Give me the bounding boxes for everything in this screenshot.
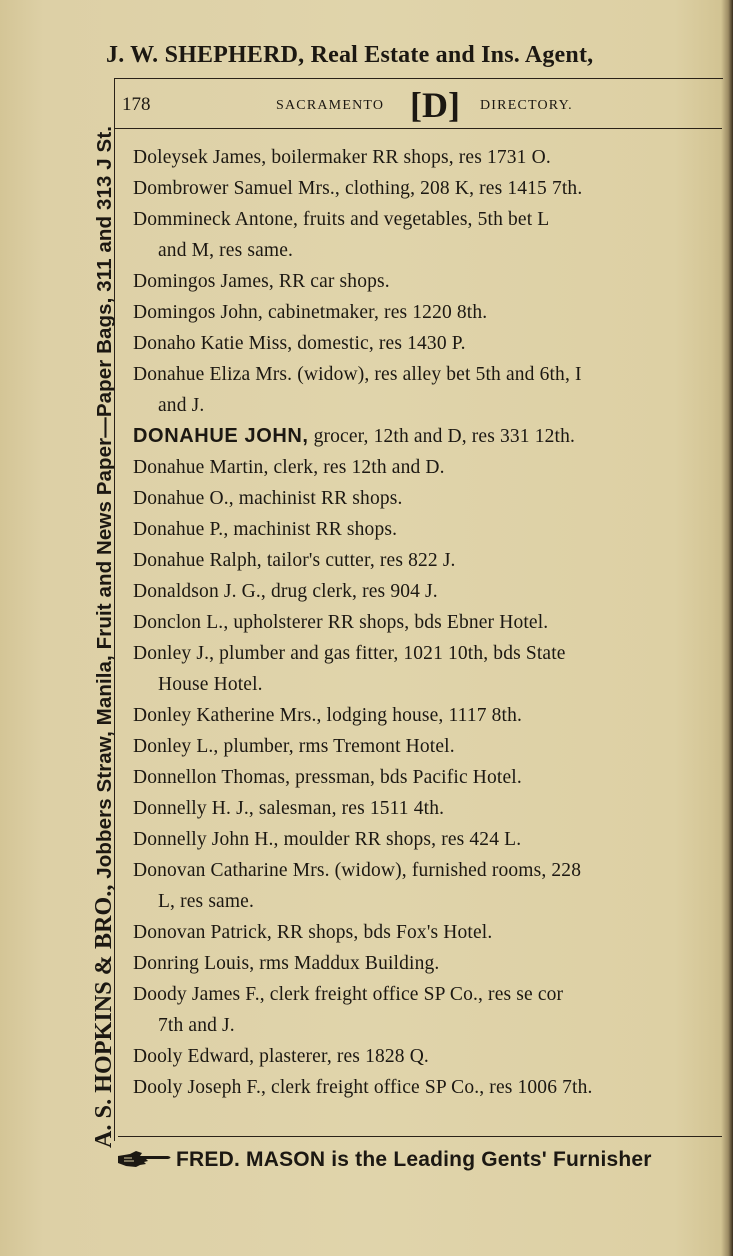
directory-entry <box>133 328 719 359</box>
entry-text: Doody James F., clerk freight office SP Co., res se cor <box>133 984 564 1005</box>
directory-entry <box>133 545 719 576</box>
directory-entry <box>133 173 719 204</box>
entry-continuation-line <box>133 1010 719 1041</box>
footer-banner-text: FRED. MASON is the Leading Gents' Furnisher <box>176 1148 652 1171</box>
directory-entry <box>133 359 719 390</box>
entry-text: House Hotel. <box>158 674 263 695</box>
footer-rule <box>118 1136 722 1137</box>
section-letter: [D] <box>410 85 460 125</box>
directory-entry <box>133 514 719 545</box>
directory-entry <box>133 793 719 824</box>
page-number: 178 <box>122 94 151 115</box>
entry-text: and M, res same. <box>158 240 294 261</box>
entry-text: Donley J., plumber and gas fitter, 1021 10th, bds State <box>133 643 566 664</box>
entry-text: Domingos James, RR car shops. <box>133 271 390 292</box>
entry-text: Dombrower Samuel Mrs., clothing, 208 K, res 1415 7th. <box>133 178 583 199</box>
directory-entry <box>133 638 719 669</box>
directory-entry <box>133 762 719 793</box>
entry-text: grocer, 12th and D, res 331 12th. <box>308 426 576 447</box>
entry-text: Dommineck Antone, fruits and vegetables, 5th bet L <box>133 209 550 230</box>
entry-text: Doleysek James, boilermaker RR shops, res 1731 O. <box>133 147 551 168</box>
directory-entry <box>133 297 719 328</box>
entry-text: Donnellon Thomas, pressman, bds Pacific Hotel. <box>133 767 522 788</box>
entry-text: Donahue Martin, clerk, res 12th and D. <box>133 457 445 478</box>
entry-text: Donley Katherine Mrs., lodging house, 1117 8th. <box>133 705 523 726</box>
directory-entries <box>133 142 719 1103</box>
entry-text: Donovan Patrick, RR shops, bds Fox's Hotel. <box>133 922 493 943</box>
running-head-city: SACRAMENTO <box>276 98 385 113</box>
page-edge-shadow <box>721 0 733 1256</box>
entry-text: and J. <box>158 395 205 416</box>
entry-text: Donring Louis, rms Maddux Building. <box>133 953 440 974</box>
top-advertisement-banner: J. W. SHEPHERD, Real Estate and Ins. Agent, <box>106 42 594 68</box>
directory-entry <box>133 948 719 979</box>
entry-text: Donahue Eliza Mrs. (widow), res alley bet 5th and 6th, I <box>133 364 582 385</box>
entry-continuation-line <box>133 390 719 421</box>
entry-continuation-line <box>133 235 719 266</box>
entry-text: 7th and J. <box>158 1015 235 1036</box>
directory-entry <box>133 917 719 948</box>
directory-entry <box>133 204 719 235</box>
entry-text: Dooly Edward, plasterer, res 1828 Q. <box>133 1046 429 1067</box>
entry-continuation-line <box>133 669 719 700</box>
directory-entry <box>133 421 719 452</box>
footer-advertisement-banner <box>116 1148 730 1172</box>
entry-text: Donnelly H. J., salesman, res 1511 4th. <box>133 798 445 819</box>
directory-entry <box>133 576 719 607</box>
directory-entry <box>133 979 719 1010</box>
entry-text: Donley L., plumber, rms Tremont Hotel. <box>133 736 455 757</box>
directory-entry <box>133 1072 719 1103</box>
entry-text: Donahue P., machinist RR shops. <box>133 519 398 540</box>
side-banner-firm-name: A. S. HOPKINS & BRO., <box>91 884 117 1148</box>
entry-text: Donahue O., machinist RR shops. <box>133 488 403 509</box>
entry-text: Donnelly John H., moulder RR shops, res 424 L. <box>133 829 522 850</box>
directory-entry <box>133 607 719 638</box>
entry-text: Donaho Katie Miss, domestic, res 1430 P. <box>133 333 466 354</box>
header-rule <box>114 128 722 129</box>
entry-text: Donaldson J. G., drug clerk, res 904 J. <box>133 581 438 602</box>
directory-entry <box>133 483 719 514</box>
directory-entry <box>133 452 719 483</box>
entry-text: Donovan Catharine Mrs. (widow), furnished rooms, 228 <box>133 860 582 881</box>
entry-text: Donahue Ralph, tailor's cutter, res 822 J. <box>133 550 456 571</box>
entry-text: Domingos John, cabinetmaker, res 1220 8th. <box>133 302 488 323</box>
directory-entry <box>133 824 719 855</box>
directory-entry <box>133 855 719 886</box>
directory-entry <box>133 1041 719 1072</box>
entry-continuation-line <box>133 886 719 917</box>
entry-bold-name: DONAHUE JOHN, <box>133 425 309 447</box>
directory-entry <box>133 731 719 762</box>
entry-text: Donclon L., upholsterer RR shops, bds Ebner Hotel. <box>133 612 549 633</box>
entry-text: Dooly Joseph F., clerk freight office SP Co., res 1006 7th. <box>133 1077 593 1098</box>
running-head <box>122 85 718 125</box>
directory-entry <box>133 142 719 173</box>
running-head-title: DIRECTORY. <box>480 98 573 113</box>
pointing-hand-icon <box>116 1149 174 1169</box>
directory-entry <box>133 700 719 731</box>
side-banner-text: Jobbers Straw, Manila, Fruit and News Paper—Paper Bags, 311 and 313 J St. <box>93 125 116 885</box>
entry-text: L, res same. <box>158 891 255 912</box>
directory-entry <box>133 266 719 297</box>
